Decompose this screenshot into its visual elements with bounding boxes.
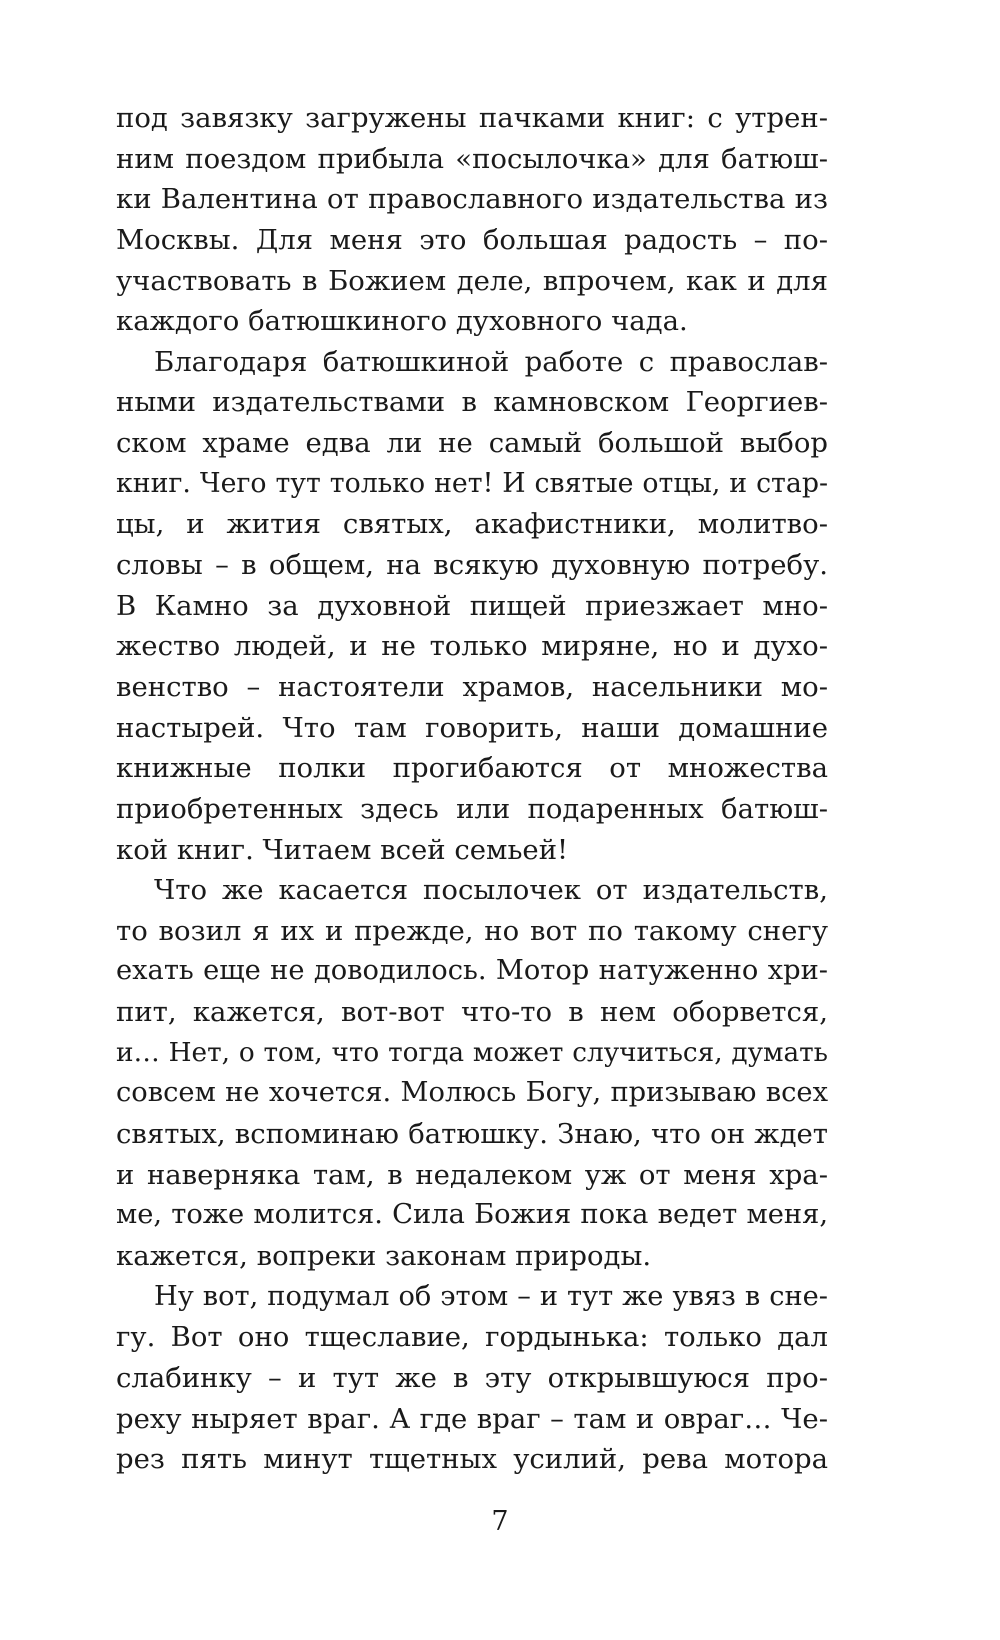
text-line: ными издательствами в камновском Георгиев- <box>116 386 828 419</box>
text-line: гу. Вот оно тщеславие, гордынька: только дал <box>116 1321 828 1354</box>
text-line: цы, и жития святых, акафистники, молитво- <box>116 508 828 541</box>
text-line: кой книг. Читаем всей семьей! <box>116 833 569 866</box>
body-text <box>116 98 828 1480</box>
text-line: книжные полки прогибаются от множества <box>116 752 828 785</box>
text-line: ехать еще не доводилось. Мотор натуженно хри- <box>116 955 828 987</box>
text-line: ме, тоже молится. Сила Божия пока ведет меня, <box>116 1199 828 1231</box>
text-line: реху ныряет враг. А где враг – там и овраг… Че- <box>116 1402 828 1435</box>
page-number: 7 <box>491 1506 509 1537</box>
text-line: каждого батюшкиного духовного чада. <box>116 305 688 338</box>
text-line: Москвы. Для меня это большая радость – по- <box>116 223 828 256</box>
text-line: словы – в общем, на всякую духовную потребу. <box>116 549 828 582</box>
text-line: жество людей, и не только миряне, но и духо- <box>116 630 828 663</box>
text-line: приобретенных здесь или подаренных батюш- <box>116 792 828 825</box>
text-line: ки Валентина от православного издательства из <box>116 183 828 216</box>
text-line: и… Нет, о том, что тогда может случиться, думать <box>116 1037 828 1068</box>
text-line: и наверняка там, в недалеком уж от меня хра- <box>116 1158 828 1191</box>
text-line: ском храме едва ли не самый большой выбор <box>116 427 828 460</box>
text-line: Что же касается посылочек от издательств, <box>154 874 828 907</box>
text-line: Благодаря батюшкиной работе с православ- <box>154 345 828 378</box>
text-line: книг. Чего тут только нет! И святые отцы, и стар- <box>116 467 828 499</box>
text-line: слабинку – и тут же в эту открывшуюся про- <box>116 1361 828 1394</box>
text-line: под завязку загружены пачками книг: с утрен- <box>116 102 828 134</box>
text-line: совсем не хочется. Молюсь Богу, призываю всех <box>116 1077 828 1109</box>
text-line: настырей. Что там говорить, наши домашние <box>116 711 828 744</box>
text-line: Ну вот, подумал об этом – и тут же увяз в сне- <box>154 1280 828 1312</box>
text-line: венство – настоятели храмов, насельники мо- <box>116 670 828 703</box>
text-line: ним поездом прибыла «посылочка» для батюш- <box>116 142 828 175</box>
text-line: святых, вспоминаю батюшку. Знаю, что он ждет <box>116 1118 828 1151</box>
text-line: В Камно за духовной пищей приезжает мно- <box>116 589 828 622</box>
text-line: то возил я их и прежде, но вот по такому снегу <box>116 914 828 947</box>
text-line: участвовать в Божием деле, впрочем, как и для <box>116 264 828 297</box>
text-line: кажется, вопреки законам природы. <box>116 1239 652 1272</box>
text-line: рез пять минут тщетных усилий, рева мотора <box>116 1443 828 1476</box>
text-line: пит, кажется, вот-вот что-то в нем оборвется, <box>116 996 828 1029</box>
